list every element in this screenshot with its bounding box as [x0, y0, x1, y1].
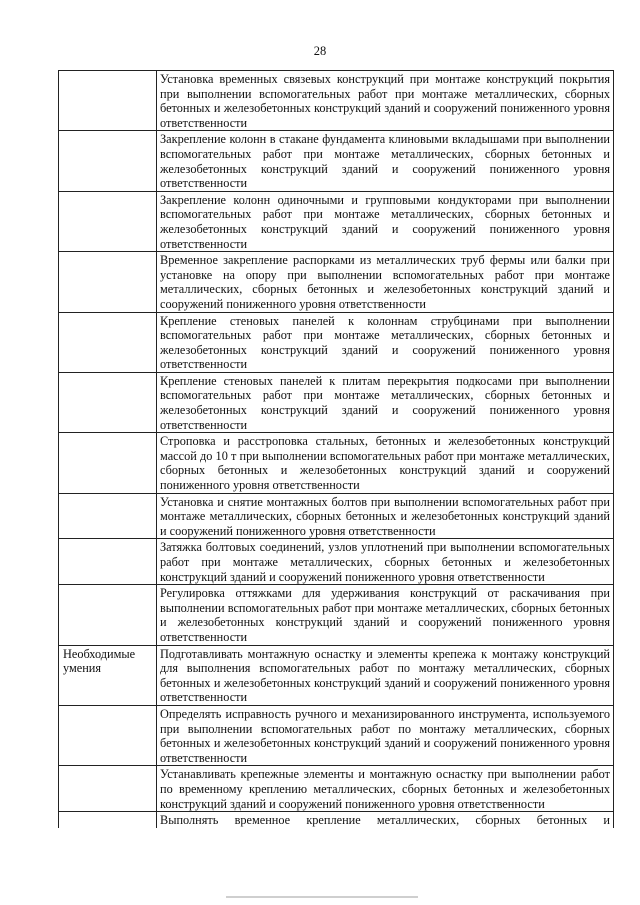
table-row	[59, 493, 614, 539]
row-label: Необходимые умения	[59, 645, 157, 705]
row-label	[59, 312, 157, 372]
row-label	[59, 766, 157, 812]
row-text: Закрепление колонн в стакане фундамента клиновыми вкладышами при выполнении вспомогательных работ при монтаже металлических, сборных бетонных и железобетонных конструкций зданий и сооружений пониженного уровня ответственности	[157, 131, 614, 191]
table-row	[59, 585, 614, 645]
row-label	[59, 372, 157, 432]
row-text: Затяжка болтовых соединений, узлов уплотнений при выполнении вспомогательных работ при монтаже металлических, сборных бетонных и железобетонных конструкций зданий и сооружений пониженного уровня ответственности	[157, 539, 614, 585]
table-row	[59, 252, 614, 312]
row-label	[59, 71, 157, 131]
table-row	[59, 812, 614, 828]
row-label	[59, 191, 157, 251]
row-label	[59, 131, 157, 191]
row-label	[59, 252, 157, 312]
table-row	[59, 131, 614, 191]
page-number: 28	[313, 44, 327, 58]
row-text: Временное закрепление распорками из металлических труб фермы или балки при установке на опору при выполнении вспомогательных работ при монтаже металлических, сборных бетонных и железобетонных конструкций зданий и сооружений пониженного уровня ответственности	[157, 252, 614, 312]
row-text: Установка временных связевых конструкций при монтаже конструкций покрытия при выполнении вспомогательных работ при монтаже металлических, сборных бетонных и железобетонных конструкций зданий и сооружений пониженного уровня ответственности	[157, 71, 614, 131]
row-label	[59, 493, 157, 539]
row-label	[59, 705, 157, 765]
table-row	[59, 539, 614, 585]
row-text: Устанавливать крепежные элементы и монтажную оснастку при выполнении работ по временному креплению металлических, сборных бетонных и железобетонных конструкций зданий и сооружений пониженного уровня ответственности	[157, 766, 614, 812]
table-row	[59, 191, 614, 251]
row-text: Выполнять временное крепление металлических, сборных бетонных и	[157, 812, 614, 828]
table-row	[59, 433, 614, 493]
table-row	[59, 705, 614, 765]
row-label	[59, 433, 157, 493]
row-text: Регулировка оттяжками для удерживания конструкций от раскачивания при выполнении вспомогательных работ при монтаже металлических, сборных бетонных и железобетонных конструкций зданий и сооружений пониженного уровня ответственности	[157, 585, 614, 645]
row-text: Установка и снятие монтажных болтов при выполнении вспомогательных работ при монтаже металлических, сборных бетонных и железобетонных конструкций зданий и сооружений пониженного уровня ответственности	[157, 493, 614, 539]
table-row	[59, 645, 614, 705]
table-row	[59, 71, 614, 131]
row-text: Крепление стеновых панелей к колоннам струбцинами при выполнении вспомогательных работ при монтаже металлических, сборных бетонных и железобетонных конструкций зданий и сооружений пониженного уровня ответственности	[157, 312, 614, 372]
row-text: Подготавливать монтажную оснастку и элементы крепежа к монтажу конструкций для выполнения вспомогательных работ по монтажу металлических, сборных бетонных и железобетонных конструкций зданий и сооружений пониженного уровня ответственности	[157, 645, 614, 705]
row-text: Закрепление колонн одиночными и групповыми кондукторами при выполнении вспомогательных работ при монтаже металлических, сборных бетонных и железобетонных конструкций зданий и сооружений пониженного уровня ответственности	[157, 191, 614, 251]
row-label	[59, 585, 157, 645]
row-text: Строповка и расстроповка стальных, бетонных и железобетонных конструкций массой до 10 т при выполнении вспомогательных работ при монтаже металлических, сборных бетонных и железобетонных конструкций зданий и сооружений пониженного уровня ответственности	[157, 433, 614, 493]
table-row	[59, 312, 614, 372]
table-row	[59, 766, 614, 812]
row-text: Определять исправность ручного и механизированного инструмента, используемого при выполнении вспомогательных работ по монтажу металлических, сборных бетонных и железобетонных конструкций зданий и сооружений пониженного уровня ответственности	[157, 705, 614, 765]
row-label	[59, 812, 157, 828]
table-row	[59, 372, 614, 432]
scan-edge-mark	[226, 896, 418, 898]
row-text: Крепление стеновых панелей к плитам перекрытия подкосами при выполнении вспомогательных работ при монтаже металлических, сборных бетонных и железобетонных конструкций зданий и сооружений пониженного уровня ответственности	[157, 372, 614, 432]
row-label	[59, 539, 157, 585]
standard-table	[58, 70, 614, 828]
